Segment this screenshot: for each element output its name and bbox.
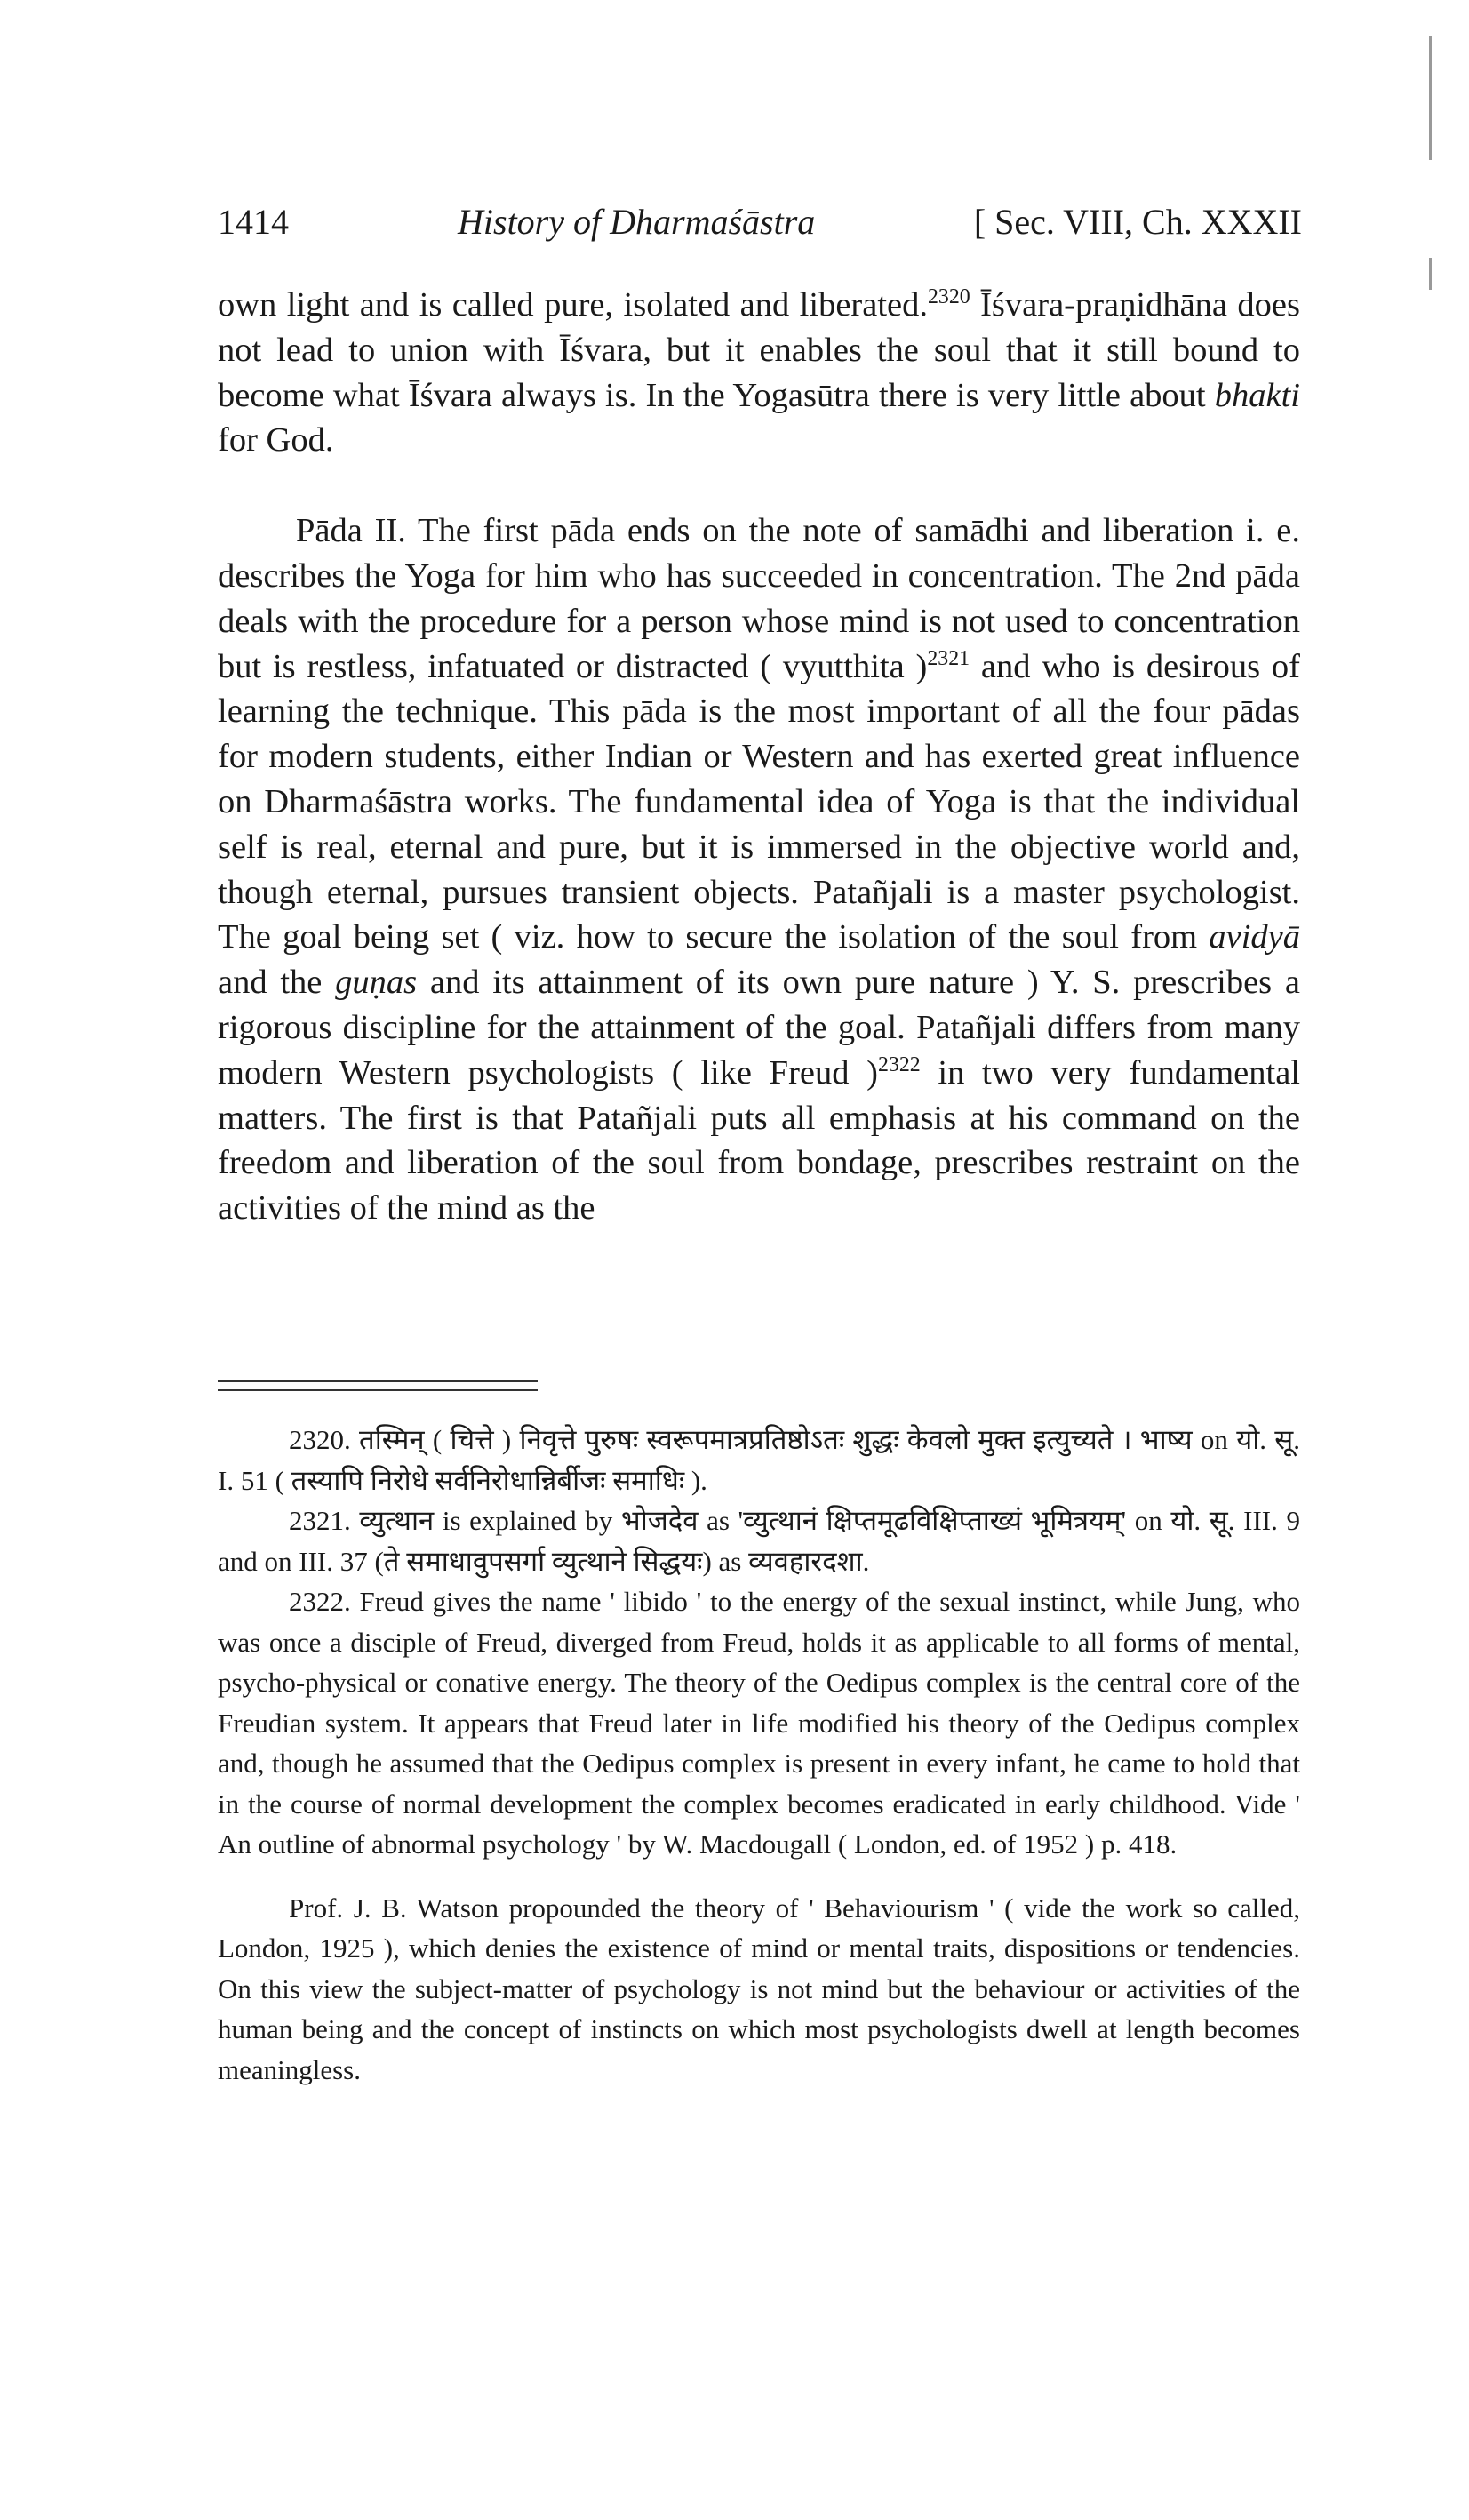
paragraph-1: own light and is called pure, isolated and liberated.$^{2320}$ Īśvara-praṇidhāna does not lead to union with Īśvara, but it enables the soul that it still bound to become what Īśvara always is. In the Yogasūtra there is very little about bhakti for God. bbox=[218, 285, 1300, 460]
scan-mark bbox=[1429, 36, 1432, 160]
footnote-rule bbox=[218, 1380, 538, 1382]
footnote-watson: Prof. J. B. Watson propounded the theory of ' Behaviourism ' ( vide the work so called, London, 1925 ), which denies the existence of mind or mental traits, dispositions or tendencies. On this view the subject-matter of psychology is not mind but the behaviour or activities of the human being and the concept of instincts on which most psychologists dwell at length becomes meaningless. bbox=[218, 1892, 1300, 2085]
scan-mark bbox=[1429, 258, 1432, 290]
footnote-ref-2320: 2320 bbox=[927, 285, 970, 309]
footnote-ref-2321: 2321 bbox=[927, 646, 970, 670]
footnote-number: 2321. bbox=[289, 1505, 351, 1536]
running-title: History of Dharmaśāstra bbox=[458, 202, 816, 242]
italic-term: bhakti bbox=[1214, 376, 1300, 414]
main-text bbox=[218, 283, 1300, 1231]
page-number: 1414 bbox=[218, 202, 289, 242]
paragraph-2: Pāda II. The first pāda ends on the note of samādhi and liberation i. e. describes the Yoga for him who has succeeded in concentration. The 2nd pāda deals with the procedure for a person whose mind is not used to concentration but is restless, infatuated or distracted ( vyutthita )$^{2321}$ and who is desirous of learning the technique. This pāda is the most important of all the four pādas for modern students, either Indian or Western and has exerted great influence on Dharmaśāstra works. The fundamental idea of Yoga is that the individual self is real, eternal and pure, but it is immersed in the objective world and, though eternal, pursues transient objects. Patañjali is a master psychologist. The goal being set ( viz. how to secure the isolation of the soul from avidyā and the guṇas and its attainment of its own pure nature ) Y. S. prescribes a rigorous discipline for the attainment of the goal. Patañjali differs from many modern Western psychologists ( like Freud )$^{2322}$ in two very fundamental matters. The first is that Patañjali puts all emphasis at his command on the freedom and liberation of the soul from bondage, prescribes restraint on the activities of the mind as the bbox=[218, 512, 1301, 1228]
italic-term: avidyā bbox=[1209, 918, 1300, 956]
footnote-2321: 2321. व्युत्थान is explained by भोजदेव as 'व्युत्थानं क्षिप्तमूढविक्षिप्ताख्यं भूमित्रयम्' on यो. सू. III. 9 and on III. 37 (ते समाधावुपसर्गा व्युत्थाने सिद्धयः) as व्यवहारदशा. bbox=[218, 1505, 1300, 1577]
footnote-number: 2320. bbox=[289, 1424, 351, 1455]
italic-term: guṇas bbox=[335, 964, 418, 1002]
footnotes bbox=[218, 1420, 1300, 2090]
footnote-2320: 2320. तस्मिन् ( चित्ते ) निवृत्ते पुरुषः स्वरूपमात्रप्रतिष्ठोऽतः शुद्धः केवलो मुक्त इत्युच्यते । भाष्य on यो. सू. I. 51 ( तस्यापि निरोधे सर्वनिरोधान्निर्बीजः समाधिः ). bbox=[218, 1424, 1300, 1496]
running-header bbox=[218, 194, 1302, 247]
footnote-ref-2322: 2322 bbox=[878, 1052, 921, 1076]
footnote-2322: 2322. Freud gives the name ' libido ' to the energy of the sexual instinct, while Jung, who was once a disciple of Freud, diverged from Freud, holds it as applicable to all forms of mental, psycho-physical or conative energy. The theory of the Oedipus complex is the central core of the Freudian system. It appears that Freud later in life modified his theory of the Oedipus complex and, though he assumed that the Oedipus complex is present in every infant, he came to hold that in the course of normal development the complex becomes eradicated in early childhood. Vide ' An outline of abnormal psychology ' by W. Macdougall ( London, ed. of 1952 ) p. 418. bbox=[218, 1586, 1300, 1860]
footnote-number: 2322. bbox=[289, 1586, 351, 1617]
footnote-rule bbox=[218, 1389, 538, 1391]
section-label: [ Sec. VIII, Ch. XXXII bbox=[973, 202, 1302, 242]
